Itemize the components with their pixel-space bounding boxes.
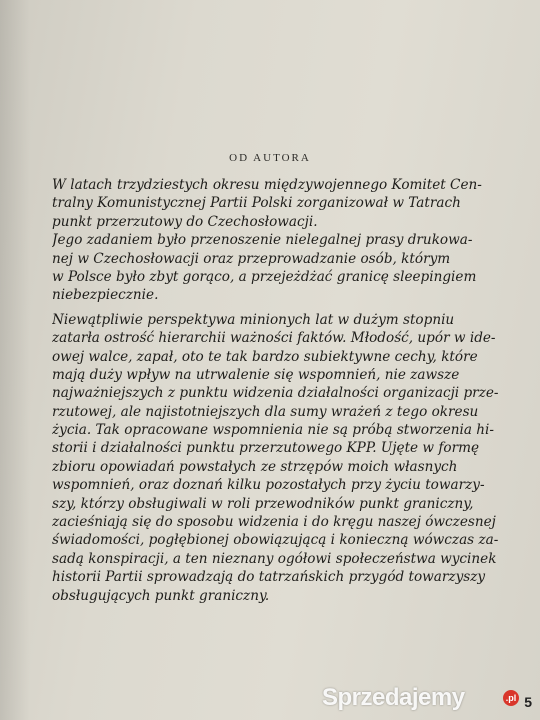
text-line: zacieśniają się do sposobu widzenia i do kręgu naszej ówczesnej <box>52 514 496 531</box>
text-line: historii Partii sprowadzają do tatrzańskich przygód towarzyszy <box>52 569 486 586</box>
page-number: 5 <box>524 694 532 710</box>
section-heading: OD AUTORA <box>229 152 311 164</box>
text-line: Jego zadaniem było przenoszenie nielegalnej prasy drukowa- <box>52 232 473 249</box>
text-line: życia. Tak opracowane wspomnienia nie są próbą stworzenia hi- <box>52 422 495 439</box>
text-line: zbioru opowiadań powstałych ze strzępów moich własnych <box>52 458 458 475</box>
text-line: obsługujących punkt graniczny. <box>52 587 270 604</box>
paragraph-2 <box>52 311 518 605</box>
text-line: wspomnień, oraz doznań kilku pozostałych przy życiu towarzy- <box>52 477 485 494</box>
text-line: w Polsce było zbyt gorąco, a przejeżdżać granicę sleepingiem <box>52 268 477 285</box>
text-line: sadą konspiracji, a ten nieznany ogółowi społeczeństwa wycinek <box>52 550 497 567</box>
text-line: tralny Komunistycznej Partii Polski zorganizował w Tatrach <box>52 195 461 212</box>
watermark-badge: .pl <box>503 690 519 706</box>
text-line: świadomości, pogłębionej obowiązującą i konieczną wówczas za- <box>52 532 499 549</box>
body-text <box>52 176 518 605</box>
text-line: nej w Czechosłowacji oraz przeprowadzanie osób, którym <box>52 250 451 267</box>
text-line: najważniejszych z punktu widzenia działalności organizacji prze- <box>52 385 499 402</box>
text-line: niebezpiecznie. <box>52 287 159 304</box>
page-gutter-shadow <box>0 0 30 720</box>
text-line: punkt przerzutowy do Czechosłowacji. <box>52 213 318 230</box>
text-line: Niewątpliwie perspektywa minionych lat w dużym stopniu <box>52 311 455 328</box>
watermark-logo: Sprzedajemy <box>322 684 465 711</box>
text-line: rzutowej, ale najistotniejszych dla sumy wrażeń z tego okresu <box>52 403 479 420</box>
text-line: mają duży wpływ na utrwalenie się wspomnień, nie zawsze <box>52 366 460 383</box>
paragraph-1 <box>52 176 518 305</box>
text-line: W latach trzydziestych okresu międzywojennego Komitet Cen- <box>52 177 482 193</box>
text-line: zatarła ostrość hierarchii ważności faktów. Młodość, upór w ide- <box>52 330 496 347</box>
text-line: storii i działalności punktu przerzutowego KPP. Ujęte w formę <box>52 440 480 457</box>
text-line: szy, którzy obsługiwali w roli przewodników punkt graniczny, <box>52 495 474 512</box>
text-line: owej walce, zapał, oto te tak bardzo subiektywne cechy, które <box>52 348 478 365</box>
